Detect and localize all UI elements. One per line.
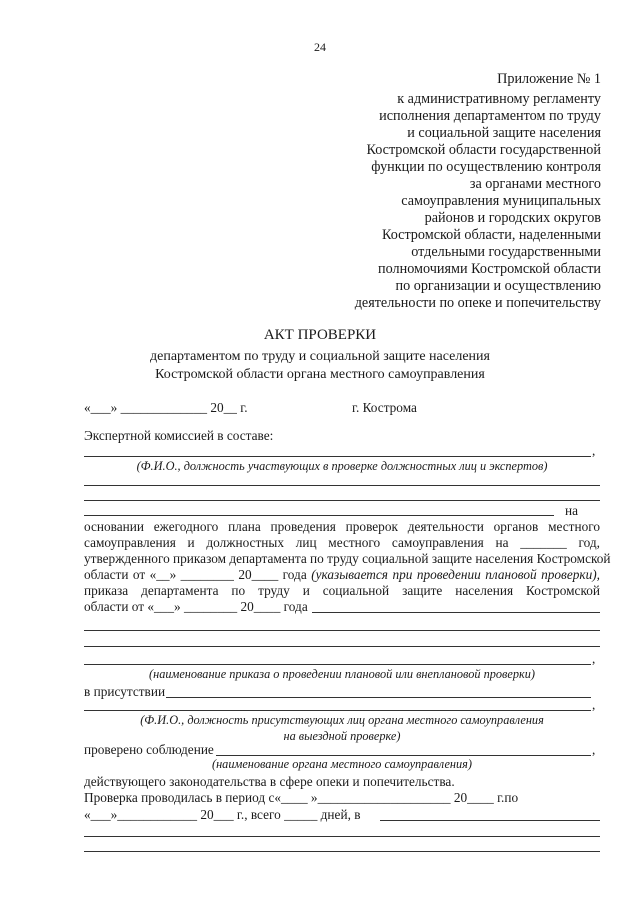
- fill-line: [84, 646, 600, 647]
- comma: ,: [592, 697, 596, 712]
- document-subtitle: Костромской области органа местного самоуправления: [155, 367, 485, 382]
- appendix-line: за органами местного: [469, 176, 601, 192]
- basis-line: области от «___» ________ 20____ года: [84, 599, 308, 614]
- fill-line: [84, 851, 600, 852]
- basis-line: утвержденного приказом департамента по труду социальной защите населения Костромской: [84, 551, 611, 566]
- page-number: 24: [314, 40, 326, 54]
- appendix-line: Приложение № 1: [497, 71, 601, 87]
- basis-line: самоуправления и должностных лиц местного самоуправления на _______ год,: [84, 535, 600, 550]
- basis-line: области от «__» ________ 20____ года (указывается при проведении плановой проверки),: [84, 567, 600, 582]
- period-line: «___»____________ 20___ г., всего _____ дней, в: [84, 807, 361, 822]
- appendix-line: полномочиями Костромской области: [378, 261, 601, 277]
- period-line: Проверка проводилась в период с«____ »____________________ 20____ г.по: [84, 790, 519, 805]
- presence-label: в присутствии: [84, 684, 166, 699]
- checked-label: проверено соблюдение: [84, 742, 214, 757]
- appendix-line: отдельными государственными: [411, 244, 601, 260]
- fill-line: [84, 664, 591, 665]
- appendix-line: исполнения департаментом по труду: [379, 108, 601, 124]
- fill-line: [84, 515, 554, 516]
- appendix-line: функции по осуществлению контроля: [371, 159, 601, 175]
- note-participants: (Ф.И.О., должность участвующих в проверке должностных лиц и экспертов): [136, 459, 548, 473]
- appendix-line: деятельности по опеке и попечительству: [354, 295, 601, 311]
- act-city: г. Кострома: [352, 400, 417, 415]
- fill-line: [84, 836, 600, 837]
- comma: ,: [592, 742, 596, 757]
- basis-line: приказа департамента по труду и социальной защите населения Костромской: [84, 583, 600, 598]
- fill-line: [380, 820, 600, 821]
- commission-label: Экспертной комиссией в составе:: [84, 428, 274, 443]
- appendix-line: районов и городских округов: [424, 210, 601, 226]
- fill-line: [84, 485, 600, 486]
- appendix-line: по организации и осуществлению: [395, 278, 601, 294]
- fill-line: [84, 710, 591, 711]
- fill-line: [216, 755, 591, 756]
- document-title: АКТ ПРОВЕРКИ: [263, 327, 377, 343]
- comma: ,: [592, 443, 596, 458]
- fill-line: [312, 612, 600, 613]
- fill-line: [84, 630, 600, 631]
- basis-line: основании ежегодного плана проведения проверок деятельности органов местного: [84, 519, 600, 534]
- comma: ,: [592, 651, 596, 666]
- law-line: действующего законодательства в сфере опеки и попечительства.: [84, 774, 455, 789]
- fill-line: [166, 697, 591, 698]
- note-order: (наименование приказа о проведении плановой или внеплановой проверки): [149, 667, 535, 681]
- document-subtitle: департаментом по труду и социальной защите населения: [150, 349, 490, 364]
- appendix-line: Костромской области, наделенными: [381, 227, 601, 243]
- appendix-line: к административному регламенту: [397, 91, 601, 107]
- note-body: (наименование органа местного самоуправления): [211, 757, 472, 771]
- fill-line: [84, 456, 591, 457]
- appendix-line: Костромской области государственной: [366, 142, 601, 158]
- note-presence: на выездной проверке): [283, 729, 401, 743]
- note-presence: (Ф.И.О., должность присутствующих лиц органа местного самоуправления: [140, 713, 544, 727]
- fill-line: [84, 500, 600, 501]
- word-na: на: [565, 503, 579, 518]
- act-date: «___» _____________ 20__ г.: [84, 400, 248, 415]
- appendix-line: самоуправления муниципальных: [401, 193, 601, 209]
- appendix-line: и социальной защите населения: [407, 125, 601, 141]
